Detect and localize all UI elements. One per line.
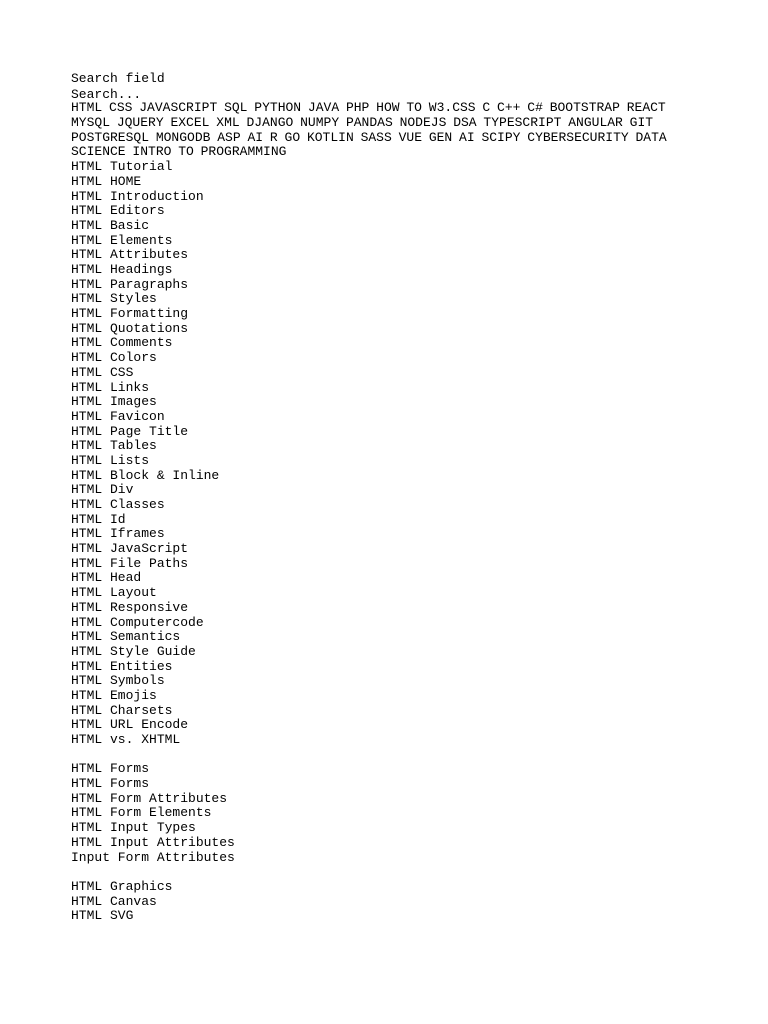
sidebar-item-formatting[interactable]: HTML Formatting — [71, 306, 189, 322]
sidebar-item-images[interactable]: HTML Images — [71, 394, 157, 410]
sidebar-item-form-attributes[interactable]: HTML Form Attributes — [71, 790, 228, 806]
sidebar-item-vs-xhtml[interactable]: HTML vs. XHTML — [71, 732, 181, 747]
topnav-php[interactable]: PHP — [345, 100, 370, 116]
topnav-excel[interactable]: EXCEL — [170, 115, 210, 131]
topnav-ai[interactable]: AI — [247, 129, 264, 145]
topnav-csharp[interactable]: C# — [527, 100, 543, 116]
topnav-gen-ai[interactable]: GEN AI — [428, 129, 475, 145]
sidebar-item-headings[interactable]: HTML Headings — [71, 262, 173, 277]
topnav-html[interactable]: HTML — [71, 100, 103, 116]
sidebar-item-file-paths[interactable]: HTML File Paths — [71, 555, 189, 571]
sidebar-title: HTML Tutorial — [71, 159, 173, 175]
sidebar-item-url-encode[interactable]: HTML URL Encode — [71, 717, 189, 733]
topnav-react[interactable]: REACT — [626, 100, 666, 116]
topnav-java[interactable]: JAVA — [307, 100, 340, 116]
sidebar-item-computercode[interactable]: HTML Computercode — [71, 614, 204, 630]
sidebar-item-div[interactable]: HTML Div — [71, 482, 134, 498]
topnav-mysql[interactable]: MYSQL — [71, 115, 111, 131]
sidebar-item-input-form-attributes[interactable]: Input Form Attributes — [71, 849, 235, 865]
sidebar-item-styles[interactable]: HTML Styles — [71, 291, 157, 307]
section-spacer — [71, 865, 691, 880]
top-navigation — [71, 101, 671, 160]
topnav-jquery[interactable]: JQUERY — [116, 115, 164, 131]
sidebar-item-layout[interactable]: HTML Layout — [71, 585, 157, 601]
topnav-sass[interactable]: SASS — [360, 129, 392, 145]
sidebar-item-symbols[interactable]: HTML Symbols — [71, 673, 165, 689]
topnav-mongodb[interactable]: MONGODB — [155, 129, 211, 145]
topnav-numpy[interactable]: NUMPY — [300, 115, 340, 131]
sidebar-item-quotations[interactable]: HTML Quotations — [71, 320, 189, 336]
topnav-cpp[interactable]: C++ — [497, 100, 521, 116]
topnav-css[interactable]: CSS — [109, 100, 133, 116]
sidebar-item-svg[interactable]: HTML SVG — [71, 908, 134, 924]
sidebar-item-classes[interactable]: HTML Classes — [71, 497, 165, 512]
topnav-kotlin[interactable]: KOTLIN — [306, 129, 354, 145]
sidebar-item-responsive[interactable]: HTML Responsive — [71, 599, 189, 615]
topnav-dsa[interactable]: DSA — [453, 115, 477, 131]
topnav-angular[interactable]: ANGULAR — [568, 115, 623, 131]
sidebar-item-form-elements[interactable]: HTML Form Elements — [71, 805, 212, 821]
sidebar-item-head[interactable]: HTML Head — [71, 570, 142, 586]
sidebar-item-editors[interactable]: HTML Editors — [71, 203, 165, 219]
topnav-django[interactable]: DJANGO — [246, 115, 294, 131]
sidebar-item-semantics[interactable]: HTML Semantics — [71, 629, 181, 645]
topnav-javascript[interactable]: JAVASCRIPT — [139, 100, 218, 116]
sidebar-item-favicon[interactable]: HTML Favicon — [71, 408, 165, 424]
topnav-bootstrap[interactable]: BOOTSTRAP — [549, 100, 620, 116]
topnav-xml[interactable]: XML — [216, 115, 240, 131]
topnav-asp[interactable]: ASP — [217, 129, 241, 145]
topnav-w3css[interactable]: W3.CSS — [428, 100, 476, 116]
search-input[interactable] — [71, 87, 371, 102]
sidebar-item-attributes[interactable]: HTML Attributes — [71, 247, 189, 263]
sidebar-item-paragraphs[interactable]: HTML Paragraphs — [71, 276, 189, 292]
topnav-c[interactable]: C — [482, 100, 491, 116]
sidebar-item-input-types[interactable]: HTML Input Types — [71, 820, 196, 836]
topnav-intro-to-programming[interactable]: INTRO TO PROGRAMMING — [132, 144, 287, 160]
sidebar-item-tables[interactable]: HTML Tables — [71, 438, 157, 454]
sidebar-item-canvas[interactable]: HTML Canvas — [71, 893, 157, 909]
sidebar-item-page-title[interactable]: HTML Page Title — [71, 423, 189, 439]
search-field-label: Search field — [71, 71, 165, 86]
topnav-python[interactable]: PYTHON — [254, 100, 302, 116]
topnav-sql[interactable]: SQL — [224, 100, 248, 116]
sidebar-section-forms-title: HTML Forms — [71, 761, 150, 777]
sidebar-item-basic[interactable]: HTML Basic — [71, 217, 150, 233]
sidebar-item-colors[interactable]: HTML Colors — [71, 350, 157, 366]
sidebar-item-lists[interactable]: HTML Lists — [71, 452, 150, 468]
sidebar-item-links[interactable]: HTML Links — [71, 379, 150, 395]
topnav-cybersecurity[interactable]: CYBERSECURITY — [527, 129, 629, 145]
sidebar-item-comments[interactable]: HTML Comments — [71, 335, 173, 351]
topnav-scipy[interactable]: SCIPY — [481, 129, 521, 145]
sidebar-item-emojis[interactable]: HTML Emojis — [71, 687, 157, 703]
topnav-vue[interactable]: VUE — [398, 129, 422, 145]
sidebar-item-style-guide[interactable]: HTML Style Guide — [71, 643, 196, 659]
sidebar-item-javascript[interactable]: HTML JavaScript — [71, 541, 189, 557]
topnav-postgresql[interactable]: POSTGRESQL — [71, 129, 150, 145]
sidebar-item-introduction[interactable]: HTML Introduction — [71, 188, 204, 204]
sidebar-item-id[interactable]: HTML Id — [71, 511, 126, 527]
sidebar-section-graphics-title: HTML Graphics — [71, 878, 173, 894]
sidebar-item-entities[interactable]: HTML Entities — [71, 658, 173, 674]
page-content — [71, 72, 691, 924]
sidebar-item-input-attributes[interactable]: HTML Input Attributes — [71, 834, 235, 850]
sidebar-item-block-inline[interactable]: HTML Block & Inline — [71, 467, 220, 483]
topnav-r[interactable]: R — [269, 129, 278, 145]
sidebar-menu — [71, 160, 691, 924]
topnav-pandas[interactable]: PANDAS — [345, 115, 393, 131]
topnav-typescript[interactable]: TYPESCRIPT — [483, 115, 562, 131]
sidebar-item-iframes[interactable]: HTML Iframes — [71, 526, 165, 542]
topnav-git[interactable]: GIT — [629, 115, 654, 131]
topnav-data-science[interactable]: DATA SCIENCE — [71, 129, 667, 160]
sidebar-item-charsets[interactable]: HTML Charsets — [71, 702, 173, 718]
section-spacer — [71, 748, 691, 763]
topnav-nodejs[interactable]: NODEJS — [399, 115, 447, 131]
sidebar-item-forms[interactable]: HTML Forms — [71, 776, 150, 792]
sidebar-item-home[interactable]: HTML HOME — [71, 173, 142, 189]
topnav-go[interactable]: GO — [284, 129, 301, 145]
sidebar-item-elements[interactable]: HTML Elements — [71, 232, 173, 248]
sidebar-item-css[interactable]: HTML CSS — [71, 364, 134, 380]
topnav-how-to[interactable]: HOW TO — [376, 100, 422, 116]
